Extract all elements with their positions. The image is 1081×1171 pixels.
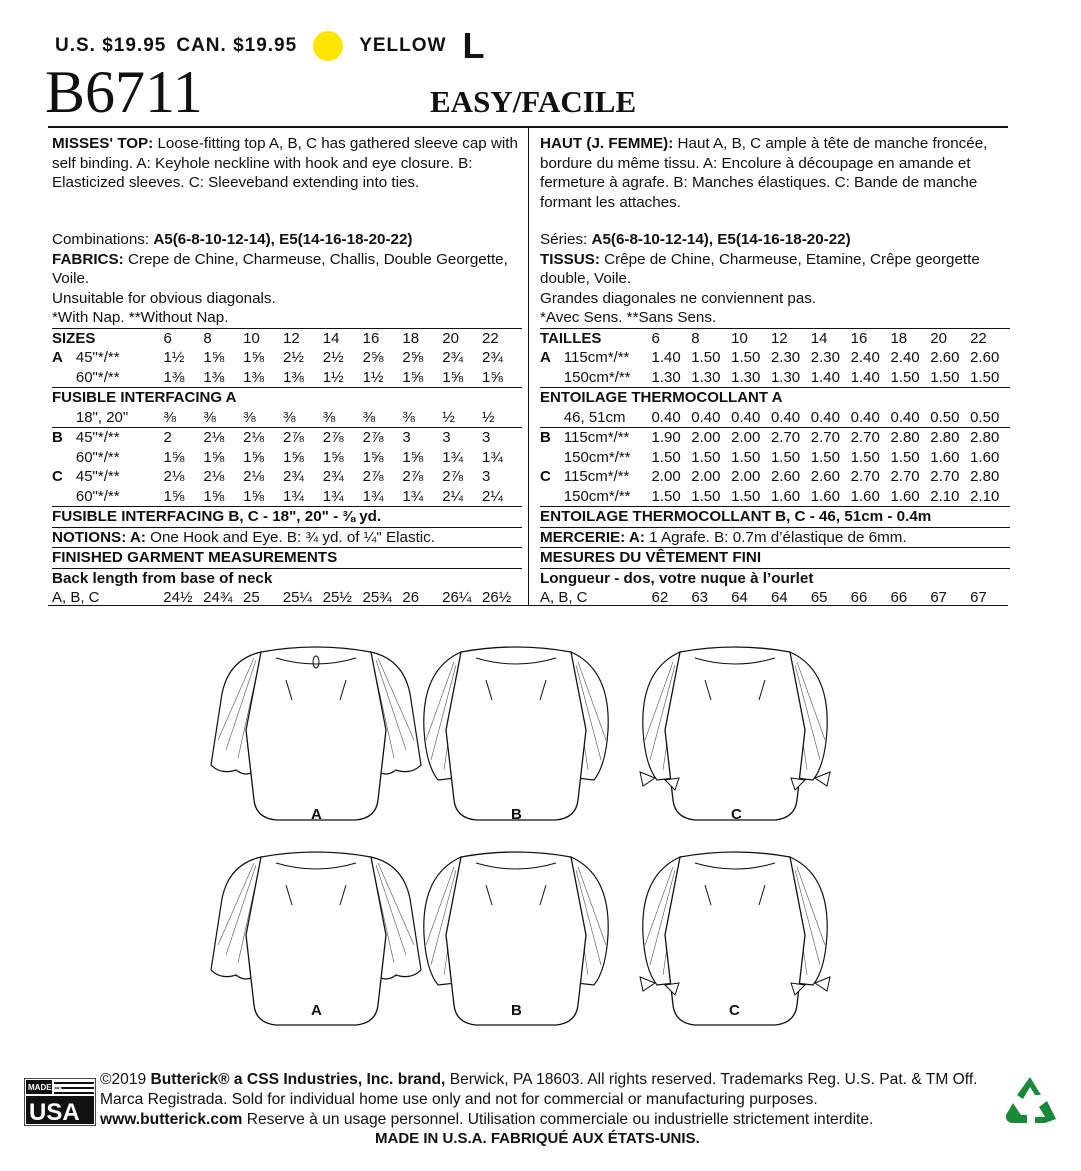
table-cell: 0.40 (850, 408, 880, 426)
table-cell: ½ (442, 408, 455, 426)
table-cell: 2¾ (282, 468, 304, 485)
table-cell: 1⅜ (282, 368, 304, 386)
table-cell: 1⅝ (243, 448, 265, 466)
table-cell: ½ (482, 408, 495, 426)
table-cell: 1.50 (691, 487, 721, 505)
size-cell: 10 (731, 329, 748, 347)
table-cell: ⅜ (362, 408, 376, 426)
table-cell: 1.50 (651, 448, 681, 466)
table-row: 150cm*/** 1.30 1.30 1.30 1.30 1.40 1.40 1.50 1.50 1.50 (540, 368, 1010, 388)
view-label-c: C (729, 1002, 740, 1019)
table-cell: 63 (691, 589, 709, 606)
table-cell: 1.30 (731, 368, 761, 386)
column-divider (528, 128, 529, 606)
table-cell: 2⅞ (362, 429, 384, 446)
table-cell: 2.30 (810, 349, 840, 366)
table-cell: 1¾ (322, 487, 344, 505)
table-row: 60"*/** 1⅜ 1⅜ 1⅜ 1⅜ 1½ 1½ 1⅝ 1⅝ 1⅝ (52, 368, 522, 388)
size-cell: 16 (850, 329, 868, 347)
table-cell: 2.60 (930, 349, 960, 366)
table-cell: 2¾ (482, 349, 503, 366)
size-cell: 8 (203, 329, 212, 347)
table-cell: 1.90 (651, 429, 681, 446)
table-row: 46, 51cm 0.40 0.40 0.40 0.40 0.40 0.40 0.40 0.50 0.50 (540, 408, 1010, 428)
unsuitable-fr: Grandes diagonales ne conviennent pas. (540, 289, 817, 307)
table-cell: 2⅞ (322, 429, 344, 446)
table-cell: 1¾ (482, 448, 503, 466)
table-cell: 1⅝ (482, 368, 503, 386)
table-cell: 67 (970, 589, 987, 606)
table-cell: 0.40 (651, 408, 681, 426)
french-column (540, 134, 1010, 608)
website-link[interactable]: www.butterick.com (100, 1111, 243, 1128)
footer-text: ©2019 Butterick® a CSS Industries, Inc. brand, Berwick, PA 18603. All rights reserved. Trademarks Reg. U.S. Pat. & TM Off. Marca Registrada. Sold for individual home use only and not for commercial or manufacturing purposes. www.butterick.com Reserve à un usage personnel. Utilisation commerciale ou industrielle strictement interdite. (100, 1071, 978, 1128)
size-cell: 12 (282, 329, 300, 347)
size-cell: 6 (163, 329, 172, 347)
table-cell: 2⅛ (243, 468, 265, 485)
table-cell: 1.50 (890, 368, 920, 386)
table-cell: 2¼ (442, 487, 464, 505)
recycle-icon (1003, 1075, 1058, 1127)
table-cell: 2⅛ (203, 468, 225, 485)
finished-fr: MESURES DU VÊTEMENT FINI (540, 547, 1010, 568)
pattern-number: B6711 (45, 59, 203, 125)
table-cell: 2⅞ (442, 468, 464, 485)
table-cell: 1¾ (402, 487, 424, 505)
table-cell: 1⅝ (282, 448, 304, 466)
size-cell: 18 (890, 329, 908, 347)
table-cell: 2.10 (930, 487, 960, 505)
table-cell: 2.40 (890, 349, 920, 366)
table-row: 60"*/** 1⅝ 1⅝ 1⅝ 1¾ 1¾ 1¾ 1¾ 2¼ 2¼ (52, 487, 522, 507)
table-cell: 1.50 (691, 448, 721, 466)
size-cell: 12 (770, 329, 788, 347)
table-cell: 1.40 (810, 368, 840, 386)
usa-logo-small-text: MADE IN (28, 1083, 62, 1092)
table-cell: 2.00 (691, 429, 721, 446)
table-cell: 2⅝ (362, 349, 384, 366)
table-cell: 1⅝ (203, 448, 225, 466)
nap-en: *With Nap. **Without Nap. (52, 309, 229, 326)
fabrics-fr: TISSUS: Crêpe de Chine, Charmeuse, Etamine, Crêpe georgette double, Voile. (540, 250, 980, 287)
table-cell: 67 (930, 589, 947, 606)
table-cell: 2⅛ (203, 429, 225, 446)
table-cell: 2.70 (810, 429, 840, 446)
table-cell: 2¼ (482, 487, 503, 505)
table-cell: 2⅞ (362, 468, 384, 485)
view-label-a: A (311, 806, 322, 823)
table-cell: 2⅛ (243, 429, 265, 446)
table-cell: 62 (651, 589, 669, 606)
table-cell: 0.40 (770, 408, 801, 426)
table-cell: 2.60 (810, 468, 840, 485)
notions-fr: MERCERIE: A: 1 Agrafe. B: 0.7m d’élastique de 6mm. (540, 527, 1010, 548)
description-en: MISSES' TOP: Loose-fitting top A, B, C has gathered sleeve cap with self binding. A: Keyhole neckline with hook and eye closure. B: Elasticized sleeves. C: Sleeveband extending into ties. (52, 135, 518, 191)
table-row: C 45"*/** 2⅛ 2⅛ 2⅛ 2¾ 2¾ 2⅞ 2⅞ 2⅞ 3 (52, 467, 522, 487)
table-cell: 2.80 (970, 468, 1000, 485)
table-cell: 2.30 (770, 349, 801, 366)
notions-en: NOTIONS: A: One Hook and Eye. B: ¾ yd. of ¼" Elastic. (52, 527, 522, 548)
sizes-header: TAILLES (540, 329, 602, 347)
table-cell: 2.60 (770, 468, 801, 485)
table-cell: 3 (442, 429, 451, 446)
table-row: A 115cm*/** 1.40 1.50 1.50 2.30 2.30 2.40 2.40 2.60 2.60 (540, 348, 1010, 368)
table-cell: 2.00 (691, 468, 721, 485)
table-cell: 1⅝ (163, 487, 185, 505)
table-cell: 65 (810, 589, 828, 606)
view-a-back-drawing (211, 852, 421, 1025)
table-cell: ⅜ (243, 408, 256, 426)
table-cell: 2.80 (970, 429, 1000, 446)
table-row: B 115cm*/** 1.90 2.00 2.00 2.70 2.70 2.70 2.80 2.80 2.80 (540, 428, 1010, 448)
table-cell: 66 (850, 589, 868, 606)
view-b-back-drawing (424, 852, 608, 1025)
size-cell: 14 (810, 329, 828, 347)
table-cell: ⅜ (203, 408, 216, 426)
view-c-front-drawing (640, 647, 830, 820)
size-cell: 18 (402, 329, 420, 347)
table-cell: 1⅝ (243, 487, 265, 505)
table-cell: ⅜ (322, 408, 336, 426)
table-cell: 1⅝ (442, 368, 464, 386)
table-cell: 2.00 (651, 468, 681, 485)
table-cell: ⅜ (282, 408, 296, 426)
table-cell: 1.50 (890, 448, 920, 466)
table-cell: 1.60 (770, 487, 801, 505)
table-cell: 2⅞ (402, 468, 424, 485)
table-cell: 2.00 (731, 468, 761, 485)
made-in-usa-logo (24, 1078, 96, 1126)
table-cell: 2.80 (930, 429, 960, 446)
table-cell: 1.40 (651, 349, 681, 366)
table-cell: 1½ (362, 368, 384, 386)
table-row: 18", 20" ⅜ ⅜ ⅜ ⅜ ⅜ ⅜ ⅜ ½ ½ (52, 408, 522, 428)
table-cell: 24½ (163, 589, 193, 606)
back-length-en: Back length from base of neck (52, 568, 522, 589)
table-cell: 1.30 (691, 368, 721, 386)
table-row: A, B, C 62 63 64 64 65 66 66 67 67 (540, 588, 1010, 608)
usa-logo-big-text: USA (29, 1099, 80, 1126)
interfacing-a-header: FUSIBLE INTERFACING A (52, 389, 237, 406)
table-cell: 1⅝ (163, 448, 185, 466)
table-cell: 1¾ (282, 487, 304, 505)
lengths-table-fr (540, 588, 1010, 608)
table-cell: 2½ (282, 349, 304, 366)
table-cell: 2⅞ (282, 429, 304, 446)
size-cell: 20 (930, 329, 947, 347)
table-cell: 2.70 (890, 468, 920, 485)
yardage-table-fr (540, 328, 1010, 507)
table-cell: 2.80 (890, 429, 920, 446)
table-cell: 2.40 (850, 349, 880, 366)
table-cell: 25¾ (362, 589, 392, 606)
view-b-front-drawing (424, 647, 608, 820)
view-label-a: A (311, 1002, 322, 1019)
table-cell: 2⅝ (402, 349, 424, 366)
made-in-label: MADE IN U.S.A. FABRIQUÉ AUX ÉTATS-UNIS. (375, 1130, 700, 1147)
table-cell: 0.40 (691, 408, 721, 426)
unsuitable-en: Unsuitable for obvious diagonals. (52, 289, 276, 307)
table-cell: 2¾ (442, 349, 464, 366)
finished-en: FINISHED GARMENT MEASUREMENTS (52, 547, 522, 568)
table-row: 150cm*/** 1.50 1.50 1.50 1.50 1.50 1.50 1.50 1.60 1.60 (540, 448, 1010, 468)
table-cell: 1.50 (770, 448, 801, 466)
table-cell: 1.50 (850, 448, 880, 466)
table-cell: 25½ (322, 589, 352, 606)
table-cell: 2.70 (850, 468, 880, 485)
table-cell: 0.40 (810, 408, 840, 426)
yardage-table-en (52, 328, 522, 507)
table-cell: 0.40 (890, 408, 920, 426)
size-cell: 22 (482, 329, 499, 347)
table-row: C 115cm*/** 2.00 2.00 2.00 2.60 2.60 2.70 2.70 2.70 2.80 (540, 467, 1010, 487)
brand-name: Butterick® a CSS Industries, Inc. brand, (150, 1071, 446, 1088)
difficulty-label: EASY/FACILE (430, 84, 637, 119)
table-cell: 1⅝ (322, 448, 344, 466)
table-cell: 1⅝ (362, 448, 384, 466)
lengths-table-en (52, 588, 522, 608)
size-cell: 22 (970, 329, 987, 347)
size-cell: 20 (442, 329, 459, 347)
table-cell: 1.50 (930, 368, 960, 386)
view-label-c: C (731, 806, 742, 823)
table-cell: 1.50 (810, 448, 840, 466)
fabrics-en: FABRICS: Crepe de Chine, Charmeuse, Challis, Double Georgette, Voile. (52, 250, 508, 287)
price-us: U.S. $19.95 (55, 35, 167, 56)
table-cell: 1.60 (810, 487, 840, 505)
table-cell: 2.70 (850, 429, 880, 446)
nap-fr: *Avec Sens. **Sans Sens. (540, 309, 717, 326)
table-cell: 3 (482, 468, 491, 485)
table-cell: 1⅜ (163, 368, 185, 386)
table-cell: 1⅝ (402, 368, 424, 386)
interfacing-bc-fr: ENTOILAGE THERMOCOLLANT B, C - 46, 51cm - 0.4m (540, 506, 1010, 527)
table-cell: 3 (402, 429, 411, 446)
english-column (52, 134, 522, 608)
table-cell: 1½ (163, 349, 185, 366)
table-cell: 0.50 (930, 408, 960, 426)
table-cell: 2.00 (731, 429, 761, 446)
table-cell: 0.40 (731, 408, 761, 426)
table-cell: 1.50 (731, 487, 761, 505)
table-cell: 1.60 (930, 448, 960, 466)
table-cell: 2¾ (322, 468, 344, 485)
table-cell: 1.50 (731, 349, 761, 366)
table-cell: 1.30 (770, 368, 801, 386)
view-c-back-drawing (640, 852, 830, 1025)
combinations-fr: Séries: A5(6-8-10-12-14), E5(14-16-18-20-22) (540, 231, 851, 248)
size-letter: L (462, 25, 486, 66)
table-cell: 1.50 (731, 448, 761, 466)
interfacing-a-header: ENTOILAGE THERMOCOLLANT A (540, 389, 783, 406)
garment-illustrations (0, 630, 1081, 1060)
description-fr: HAUT (J. FEMME): Haut A, B, C ample à tête de manche froncée, bordure du même tissu. A: Encolure à découpage en amande et fermeture à agrafe. B: Manches élastiques. C: Bande de manche formant les attaches. (540, 135, 988, 211)
table-cell: 1⅜ (243, 368, 265, 386)
table-cell: 2 (163, 429, 172, 446)
size-cell: 14 (322, 329, 340, 347)
table-cell: 2.60 (970, 349, 1000, 366)
table-cell: 1.50 (970, 368, 1000, 386)
table-cell: 1.60 (970, 448, 1000, 466)
table-cell: 1.60 (850, 487, 880, 505)
table-cell: 1¾ (362, 487, 384, 505)
table-cell: 25¼ (282, 589, 312, 606)
table-cell: 1½ (322, 368, 344, 386)
table-cell: 1.60 (890, 487, 920, 505)
table-row: 150cm*/** 1.50 1.50 1.50 1.60 1.60 1.60 1.60 2.10 2.10 (540, 487, 1010, 507)
table-cell: 26 (402, 589, 420, 606)
table-row: A 45"*/** 1½ 1⅝ 1⅝ 2½ 2½ 2⅝ 2⅝ 2¾ 2¾ (52, 348, 522, 368)
price-can: CAN. $19.95 (176, 35, 298, 56)
size-cell: 6 (651, 329, 660, 347)
table-cell: 1¾ (442, 448, 464, 466)
table-cell: 66 (890, 589, 908, 606)
view-a-front-drawing (211, 647, 421, 820)
table-cell: 2.10 (970, 487, 1000, 505)
table-cell: 1⅜ (203, 368, 225, 386)
table-cell: 2½ (322, 349, 344, 366)
table-row: B 45"*/** 2 2⅛ 2⅛ 2⅞ 2⅞ 2⅞ 3 3 3 (52, 428, 522, 448)
table-cell: 1.50 (651, 487, 681, 505)
table-cell: 2.70 (930, 468, 960, 485)
sizes-header: SIZES (52, 329, 96, 347)
size-cell: 8 (691, 329, 700, 347)
table-cell: 2⅛ (163, 468, 185, 485)
table-cell: 26½ (482, 589, 512, 606)
table-cell: 3 (482, 429, 491, 446)
color-dot-icon (313, 31, 343, 61)
table-cell: 24¾ (203, 589, 233, 606)
table-row: A, B, C 24½ 24¾ 25 25¼ 25½ 25¾ 26 26¼ 26½ (52, 588, 522, 608)
table-cell: 1.30 (651, 368, 681, 386)
back-length-fr: Longueur - dos, votre nuque à l’ourlet (540, 568, 1010, 589)
view-label-b: B (511, 1002, 522, 1019)
combinations-en: Combinations: A5(6-8-10-12-14), E5(14-16-18-20-22) (52, 231, 413, 248)
table-cell: 64 (771, 589, 788, 606)
interfacing-bc-en: FUSIBLE INTERFACING B, C - 18", 20" - ⅜ yd. (52, 506, 522, 527)
table-cell: 1⅝ (243, 349, 265, 366)
table-cell: 1.40 (850, 368, 880, 386)
view-label-b: B (511, 806, 522, 823)
table-row: 60"*/** 1⅝ 1⅝ 1⅝ 1⅝ 1⅝ 1⅝ 1⅝ 1¾ 1¾ (52, 448, 522, 468)
table-cell: 1⅝ (402, 448, 424, 466)
table-cell: ⅜ (402, 408, 415, 426)
color-name: YELLOW (359, 35, 447, 56)
table-cell: 1.50 (691, 349, 721, 366)
table-cell: 25 (243, 589, 260, 606)
table-cell: 26¼ (442, 589, 472, 606)
table-cell: 64 (731, 589, 748, 606)
table-cell: 1⅝ (203, 487, 225, 505)
table-cell: 2.70 (770, 429, 801, 446)
size-cell: 10 (243, 329, 260, 347)
table-cell: 1⅝ (203, 349, 225, 366)
table-cell: ⅜ (163, 408, 177, 426)
table-cell: 0.50 (970, 408, 1000, 426)
size-cell: 16 (362, 329, 380, 347)
